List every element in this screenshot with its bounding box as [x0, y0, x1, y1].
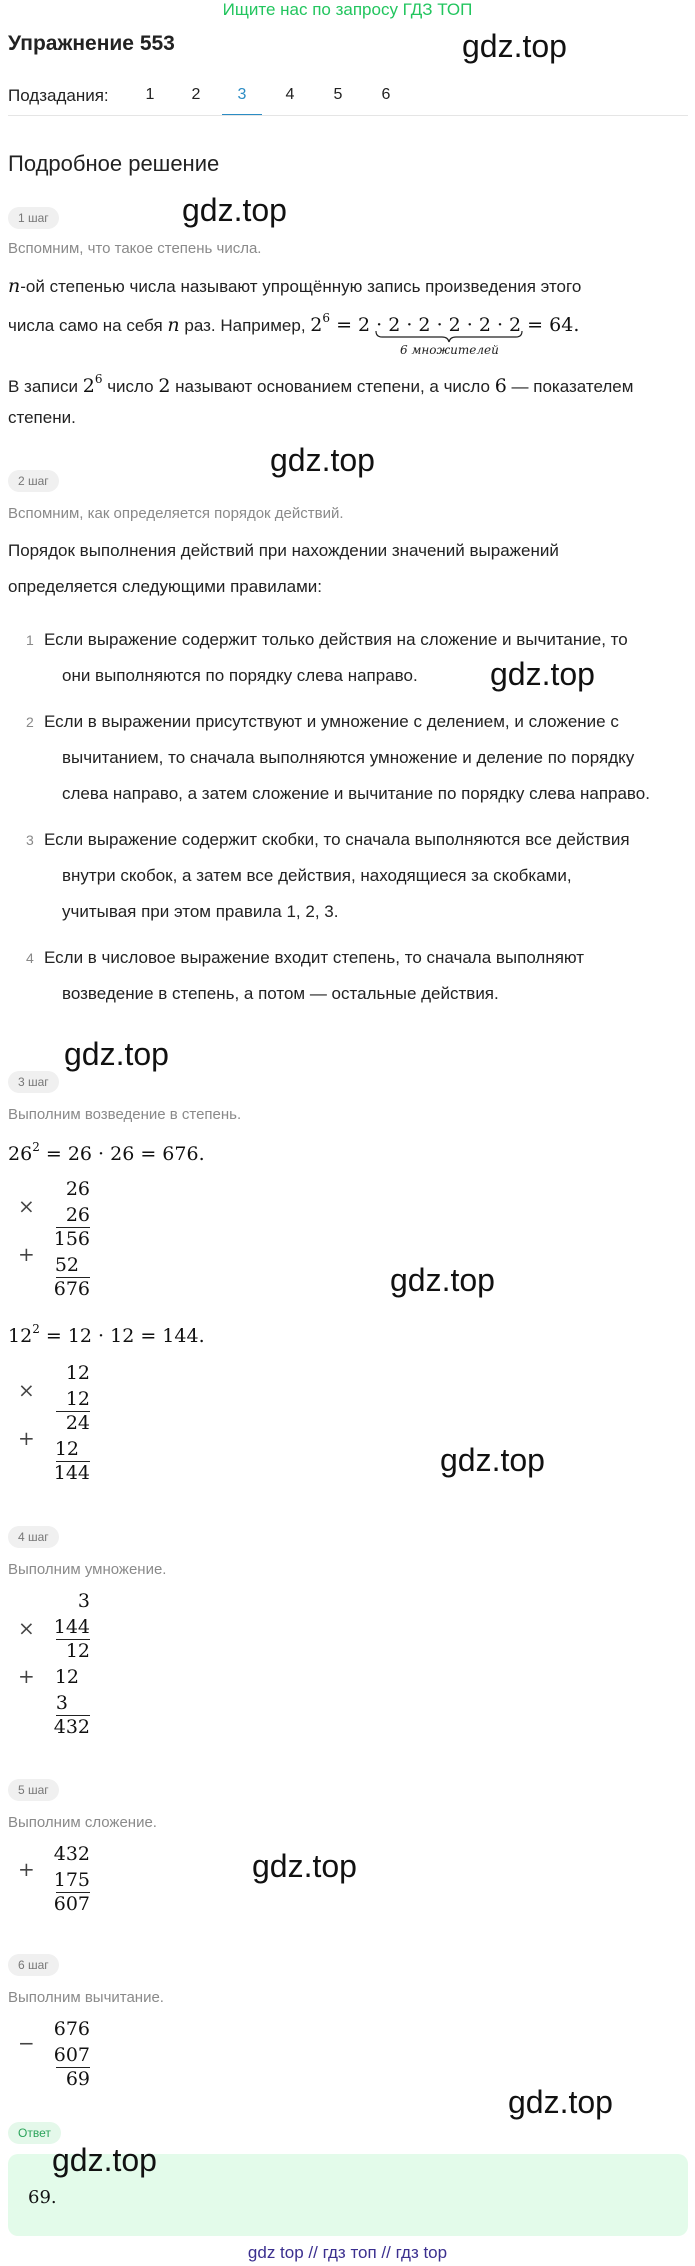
step4-hint: Выполним умножение.	[8, 1561, 167, 1578]
watermark: gdz.top	[390, 1262, 495, 1298]
step1-paragraph2-line1: В записи $2^6$ число 2 называют основанием степени, а число 6 — показателем	[8, 372, 634, 397]
step5-hint: Выполним сложение.	[8, 1814, 157, 1831]
answer-badge: Ответ	[8, 2122, 61, 2144]
minus-sign: −	[18, 2031, 35, 2055]
rule-number: 1	[26, 632, 34, 648]
calc-value: 12	[54, 1438, 79, 1460]
calc-value: 607	[53, 2044, 90, 2066]
tab-3[interactable]: 3	[237, 86, 247, 103]
calc-value: 156	[53, 1228, 90, 1250]
watermark: gdz.top	[64, 1036, 169, 1072]
step1-hint: Вспомним, что такое степень числа.	[8, 240, 262, 257]
rule-4-line1: Если в числовое выражение входит степень, то сначала выполняют	[44, 948, 585, 967]
watermark: gdz.top	[508, 2084, 613, 2120]
rule-number: 4	[26, 950, 34, 966]
step-badge-2: 2 шаг	[8, 470, 59, 492]
step2-hint: Вспомним, как определяется порядок действий.	[8, 505, 344, 522]
calc-value: 432	[53, 1843, 90, 1865]
calc-value: 175	[53, 1869, 90, 1891]
watermark: gdz.top	[52, 2142, 157, 2178]
step1-paragraph2-line2: степени.	[8, 408, 76, 427]
calc-value: 52	[54, 1254, 79, 1276]
calc-value: 26	[65, 1178, 90, 1200]
step-badge-5: 5 шаг	[8, 1779, 59, 1801]
rule-1-line1: Если выражение содержит только действия на сложение и вычитание, то	[44, 630, 628, 649]
rule-number: 2	[26, 714, 34, 730]
underbrace	[374, 329, 524, 343]
step1-paragraph-line2: числа само на себя n раз. Например, $2^6 = 2 \cdot 2 \cdot 2 \cdot 2 \cdot 2 \cdot 2 = 64$.	[8, 311, 580, 336]
calc-value: 3	[55, 1692, 68, 1714]
calc-value: 12	[65, 1388, 90, 1410]
plus-sign: +	[18, 1426, 35, 1450]
tab-4[interactable]: 4	[285, 86, 295, 103]
plus-sign: +	[18, 1664, 35, 1688]
calc-value: 676	[53, 1278, 90, 1300]
calc-value: 12	[65, 1640, 90, 1662]
calc-value: 144	[53, 1616, 90, 1638]
times-sign: ×	[18, 1616, 35, 1640]
equation-26-squared: $26^2 = 26 \cdot 26 = 676$.	[8, 1140, 205, 1165]
tabs-divider	[8, 115, 688, 116]
rule-2-line2: вычитанием, то сначала выполняются умножение и деление по порядку	[62, 748, 635, 767]
rule-1-line2: они выполняются по порядку слева направо.	[62, 666, 418, 685]
step-badge-3: 3 шаг	[8, 1071, 59, 1093]
calc-value: 24	[65, 1412, 90, 1434]
calc-value: 3	[77, 1590, 90, 1612]
rule-number: 3	[26, 832, 34, 848]
section-title: Подробное решение	[8, 151, 220, 176]
watermark: gdz.top	[490, 656, 595, 692]
tab-1[interactable]: 1	[145, 86, 155, 103]
rule-4-line2: возведение в степень, а потом — остальные действия.	[62, 984, 499, 1003]
page-title: Упражнение 553	[8, 32, 175, 55]
rule-2-line3: слева направо, а затем сложение и вычитание по порядку слева направо.	[62, 784, 650, 803]
calc-value: 26	[65, 1204, 90, 1226]
plus-sign: +	[18, 1857, 35, 1881]
step2-paragraph-line2: определяется следующими правилами:	[8, 577, 323, 596]
watermark: gdz.top	[270, 442, 375, 478]
step2-paragraph-line1: Порядок выполнения действий при нахождении значений выражений	[8, 541, 559, 560]
step-badge-1: 1 шаг	[8, 207, 59, 229]
times-sign: ×	[18, 1194, 35, 1218]
underbrace-label: 6 множителей	[400, 343, 499, 357]
step-badge-6: 6 шаг	[8, 1954, 59, 1976]
equation-12-squared: $12^2 = 12 \cdot 12 = 144$.	[8, 1322, 205, 1347]
rule-3-line2: внутри скобок, а затем все действия, находящиеся за скобками,	[62, 866, 572, 885]
rule-3-line3: учитывая при этом правила 1, 2, 3.	[62, 902, 339, 921]
calc-value: 144	[53, 1462, 90, 1484]
watermark: gdz.top	[252, 1848, 357, 1884]
plus-sign: +	[18, 1242, 35, 1266]
watermark: gdz.top	[462, 28, 567, 64]
rule-2-line1: Если в выражении присутствуют и умножение с делением, и сложение с	[44, 712, 619, 731]
top-banner: Ищите нас по запросу ГДЗ ТОП	[222, 0, 473, 19]
calc-value: 432	[53, 1716, 90, 1738]
watermark: gdz.top	[182, 192, 287, 228]
subtasks-label: Подзадания:	[8, 86, 109, 105]
tab-2[interactable]: 2	[191, 86, 201, 103]
step6-hint: Выполним вычитание.	[8, 1989, 164, 2006]
calc-value: 607	[53, 1893, 90, 1915]
rule-3-line1: Если выражение содержит скобки, то сначала выполняются все действия	[44, 830, 630, 849]
tab-5[interactable]: 5	[333, 86, 343, 103]
step-badge-4: 4 шаг	[8, 1526, 59, 1548]
calc-value: 12	[54, 1666, 79, 1688]
step1-paragraph-line1: n-ой степенью числа называют упрощённую запись произведения этого	[8, 275, 582, 297]
calc-value: 69	[65, 2068, 90, 2090]
answer-value: 69.	[28, 2187, 57, 2208]
step3-hint: Выполним возведение в степень.	[8, 1106, 242, 1123]
calc-value: 676	[53, 2018, 90, 2040]
times-sign: ×	[18, 1378, 35, 1402]
footer-links[interactable]: gdz top // гдз топ // гдз top	[247, 2243, 448, 2262]
tab-6[interactable]: 6	[381, 86, 391, 103]
watermark: gdz.top	[440, 1442, 545, 1478]
calc-value: 12	[65, 1362, 90, 1384]
